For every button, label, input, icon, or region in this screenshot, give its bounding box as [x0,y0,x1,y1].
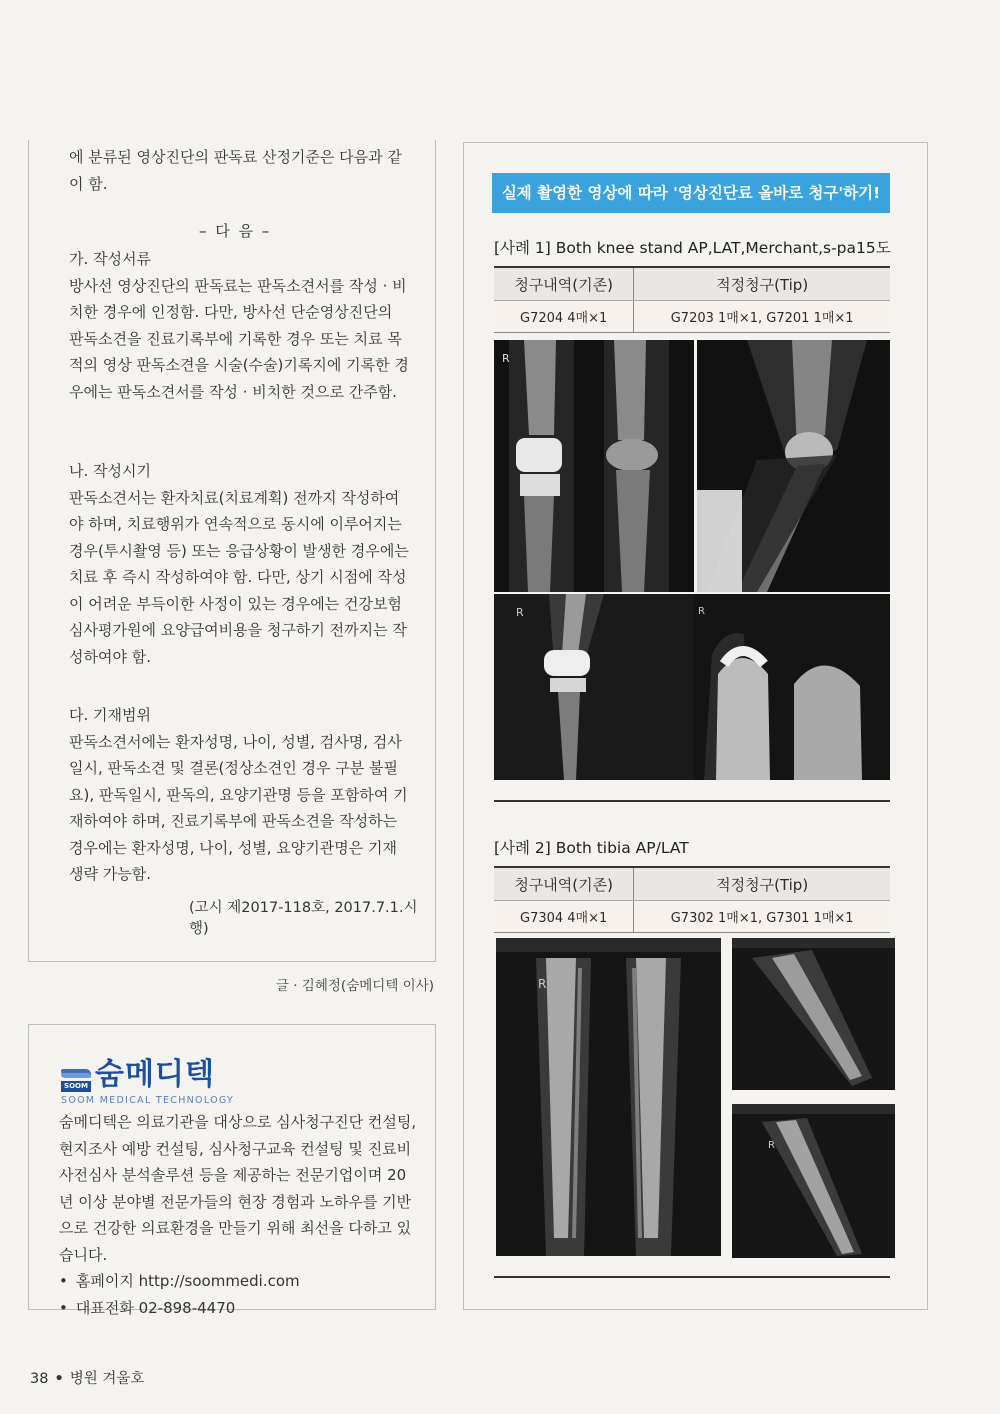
section-body: 방사선 영상진단의 판독료는 판독소견서를 작성 · 비치한 경우에 인정함. 다만, 방사선 단순영상진단의 판독소견을 진료기록부에 기록한 경우 또는 치료 목적의 영상 판독소견을 시술(수술)기록지에 기록한 경우에는 판독소견서를 작성 · 비치한 것으로 간주함. [69,276,409,401]
citation: (고시 제2017-118호, 2017.7.1.시행) [189,900,418,937]
company-box [28,1024,436,1317]
company-phone: • 대표전화 02-898-4470 [59,1295,419,1322]
xray-marker-r: R [538,977,547,991]
xray-marker-r: R [516,606,524,619]
company-subtitle: SOOM MEDICAL TECHNOLOGY [61,1095,235,1106]
xray-marker-r: R [698,606,705,617]
case2-rule [494,1276,890,1278]
company-logo [61,1053,215,1093]
xray-tibia-lat-right [732,1104,895,1258]
section-heading: 나. 작성시기 [69,462,151,480]
regulation-box [28,140,436,962]
col-existing: 청구내역(기존) [494,867,634,901]
intro-text: 에 분류된 영상진단의 판독료 산정기준은 다음과 같이 함. [69,148,402,193]
case2-table [494,866,890,933]
page-footer: 38 • 병원 겨울호 [30,1371,145,1387]
company-about: 숨메디텍은 의료기관을 대상으로 심사청구진단 컨설팅, 현지조사 예방 컨설팅, 심사청구교육 컨설팅 및 진료비 사전심사 분석솔루션 등을 제공하는 전문기업이며 20년 이상 분야별 전문가들의 현장 경험과 노하우를 기반으로 건강한 의료환경을 만들기 위해 최선을 다하고 있습니다. [59,1113,417,1264]
xray-knee-lat [697,340,890,592]
publication-name: 병원 겨울호 [69,1371,145,1387]
xray-marker-r: R [502,352,510,365]
col-existing: 청구내역(기존) [494,267,634,301]
section-da [69,702,409,888]
dau-heading: – 다 음 – [199,222,272,240]
case1-table [494,266,890,333]
xray-tibia-ap [496,938,721,1256]
xray-knee-standing-lat [494,594,694,780]
page-number: 38 [30,1371,49,1387]
section-heading: 가. 작성서류 [69,250,151,268]
byline: 글 · 김혜정(숨메디텍 이사) [275,978,434,994]
xray-tibia-lat-left [732,938,895,1090]
company-homepage: • 홈페이지 http://soommedi.com [59,1268,419,1295]
col-proper: 적정청구(Tip) [634,267,890,301]
section-na [69,458,409,670]
section-body: 판독소견서에는 환자성명, 나이, 성별, 검사명, 검사일시, 판독소견 및 결론(정상소견인 경우 구분 불필요), 판독일시, 판독의, 요양기관명 등을 포함하여 기재하여야 하며, 진료기록부에 판독소견을 작성하는 경우에는 환자성명, 나이, 성별, 요양기관명은 기재 생략 가능함. [69,732,408,883]
section-body: 판독소견서는 환자치료(치료계획) 전까지 작성하여야 하며, 치료행위가 연속적으로 동시에 이루어지는 경우(투시촬영 등) 또는 응급상황이 발생한 경우에는 치료 후 즉시 작성하여야 함. 다만, 상기 시점에 작성이 어려운 부득이한 사정이 있는 경우에는 건강보험심사평가원에 요양급여비용을 청구하기 전까지는 작성하여야 함. [69,488,409,666]
case1-title: [사례 1] Both knee stand AP,LAT,Merchant,s-pa15도 [494,239,891,257]
col-proper: 적정청구(Tip) [634,867,890,901]
banner: 실제 촬영한 영상에 따라 '영상진단료 올바로 청구'하기! [492,173,890,213]
xray-merchant [694,594,890,780]
soom-logo-icon: SOOM [61,1069,91,1093]
company-name: 숨메디텍 [95,1057,215,1092]
proper-claim: G7302 1매×1, G7301 1매×1 [634,901,890,933]
xray-marker-r: R [768,1140,775,1151]
section-ga [69,246,409,405]
xray-knee-ap [494,340,694,592]
section-heading: 다. 기재범위 [69,706,151,724]
existing-claim: G7204 4매×1 [494,301,634,333]
case2-title: [사례 2] Both tibia AP/LAT [494,839,689,857]
proper-claim: G7203 1매×1, G7201 1매×1 [634,301,890,333]
existing-claim: G7304 4매×1 [494,901,634,933]
case1-rule [494,800,890,802]
company-description [59,1109,419,1321]
